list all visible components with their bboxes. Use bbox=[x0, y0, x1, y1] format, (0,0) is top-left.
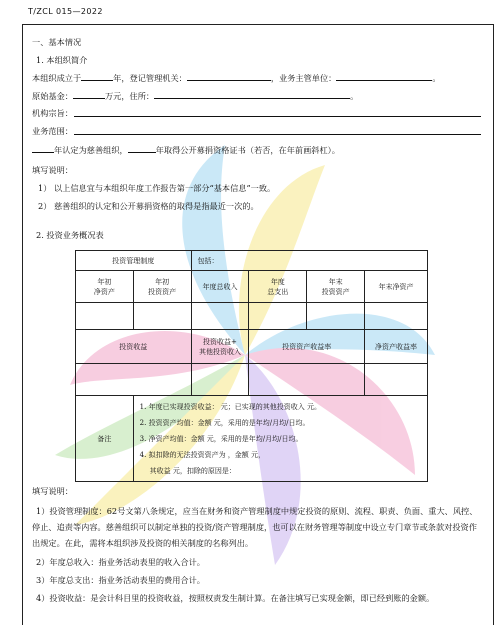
authority-blank bbox=[187, 72, 271, 81]
purpose-line bbox=[74, 116, 481, 117]
funds-label: 原始基金： bbox=[32, 91, 73, 101]
scope-label: 业务范围： bbox=[32, 126, 73, 136]
remark-5: 其收益 元，扣除的原因是： bbox=[149, 466, 236, 475]
remark-1: 1. 年度已实现投资收益： 元；已实现的其他投资收入 元。 bbox=[139, 402, 322, 411]
instruction-1: 1）投资管理制度：62号文第八条规定，应当在财务和资产管理制度中规定投资的原则、流程、职责、负面、重大、风控、停止、追责等内容。慈善组织可以制定单独的投资/资产管理制度，也可以在财务管理等制度中设立专门章节或条款对投资作出规定。在此，需将本组织涉及投资的相关制度的名称列出。 bbox=[32, 506, 478, 548]
funds-end: 。 bbox=[350, 91, 359, 101]
note-2: 2） 慈善组织的认定和公开募捐资格的取得是指最近一次的。 bbox=[38, 201, 259, 211]
standard-code: T/ZCL 015—2022 bbox=[28, 7, 103, 16]
instruction-3: 3）年度总支出：指业务活动表里的费用合计。 bbox=[36, 575, 205, 585]
address-blank bbox=[154, 90, 350, 99]
remark-3: 3. 净资产均值：金额 元，采用的是年均/月均/日均。 bbox=[139, 434, 303, 443]
col-opening-invest-assets: 年初 投资资产 bbox=[133, 271, 191, 303]
col-closing-invest-assets: 年末 投资资产 bbox=[307, 271, 365, 303]
established-row bbox=[32, 72, 441, 84]
col-opening-net-assets: 年初 净资产 bbox=[76, 271, 134, 303]
section-title: 一、基本情况 bbox=[32, 37, 82, 47]
col-net-asset-return-rate: 净资产收益率 bbox=[365, 330, 428, 364]
charity-label: 年认定为慈善组织， bbox=[54, 145, 128, 155]
authority-label: 年，登记管理机关： bbox=[113, 73, 187, 83]
supervisor-blank bbox=[336, 72, 432, 81]
established-end: 。 bbox=[432, 73, 441, 83]
note-1: 1） 以上信息宜与本组织年度工作报告第一部分“基本信息”一致。 bbox=[38, 183, 276, 193]
col-invest-return-rate: 投资资产收益率 bbox=[249, 330, 365, 364]
instructions-title: 填写说明： bbox=[32, 486, 73, 496]
instruction-2: 2）年度总收入：指业务活动表里的收入合计。 bbox=[36, 557, 205, 567]
charity-row bbox=[32, 144, 340, 156]
remarks-content bbox=[133, 396, 427, 482]
funds-blank bbox=[73, 90, 105, 99]
notes-title: 填写说明： bbox=[32, 165, 73, 175]
col-invest-income: 投资收益 bbox=[76, 330, 192, 364]
instruction-4: 4）投资收益：是会计科目里的投资收益，按照权责发生制计算。在备注填写已实现金额，即已经到账的金额。 bbox=[36, 593, 435, 603]
charity-year-blank bbox=[32, 144, 54, 153]
investment-table bbox=[75, 250, 428, 482]
mgmt-policy-label: 投资管理制度 bbox=[76, 251, 192, 271]
remarks-label: 备注 bbox=[76, 396, 134, 482]
fundraise-label: 年取得公开募捐资格证书（若否，在年前画斜杠）。 bbox=[155, 145, 340, 155]
fundraise-year-blank bbox=[128, 144, 156, 153]
col-closing-net-assets: 年末净资产 bbox=[365, 271, 428, 303]
mgmt-policy-value: 包括： bbox=[191, 251, 427, 271]
scope-line bbox=[74, 134, 481, 135]
subsection-investment: 2. 投资业务概况表 bbox=[36, 230, 104, 240]
funds-row bbox=[32, 90, 358, 102]
remark-4: 4. 拟扣除的无法投资资产为 ，金额 元， bbox=[139, 450, 266, 459]
remark-2: 2. 投资资产均值：金额 元，采用的是年均/月均/日均。 bbox=[139, 418, 310, 427]
supervisor-label: ，业务主管单位： bbox=[270, 73, 337, 83]
col-invest-plus-other: 投资收益+ 其他投资收入 bbox=[191, 330, 249, 364]
address-label: 万元，住所： bbox=[104, 91, 155, 101]
year-blank bbox=[81, 72, 113, 81]
col-annual-revenue: 年度总收入 bbox=[191, 271, 249, 303]
established-prefix: 本组织成立于 bbox=[32, 73, 82, 83]
purpose-label: 机构宗旨： bbox=[32, 108, 73, 118]
subsection-intro: 1. 本组织简介 bbox=[36, 55, 88, 65]
col-annual-expense: 年度 总支出 bbox=[249, 271, 307, 303]
